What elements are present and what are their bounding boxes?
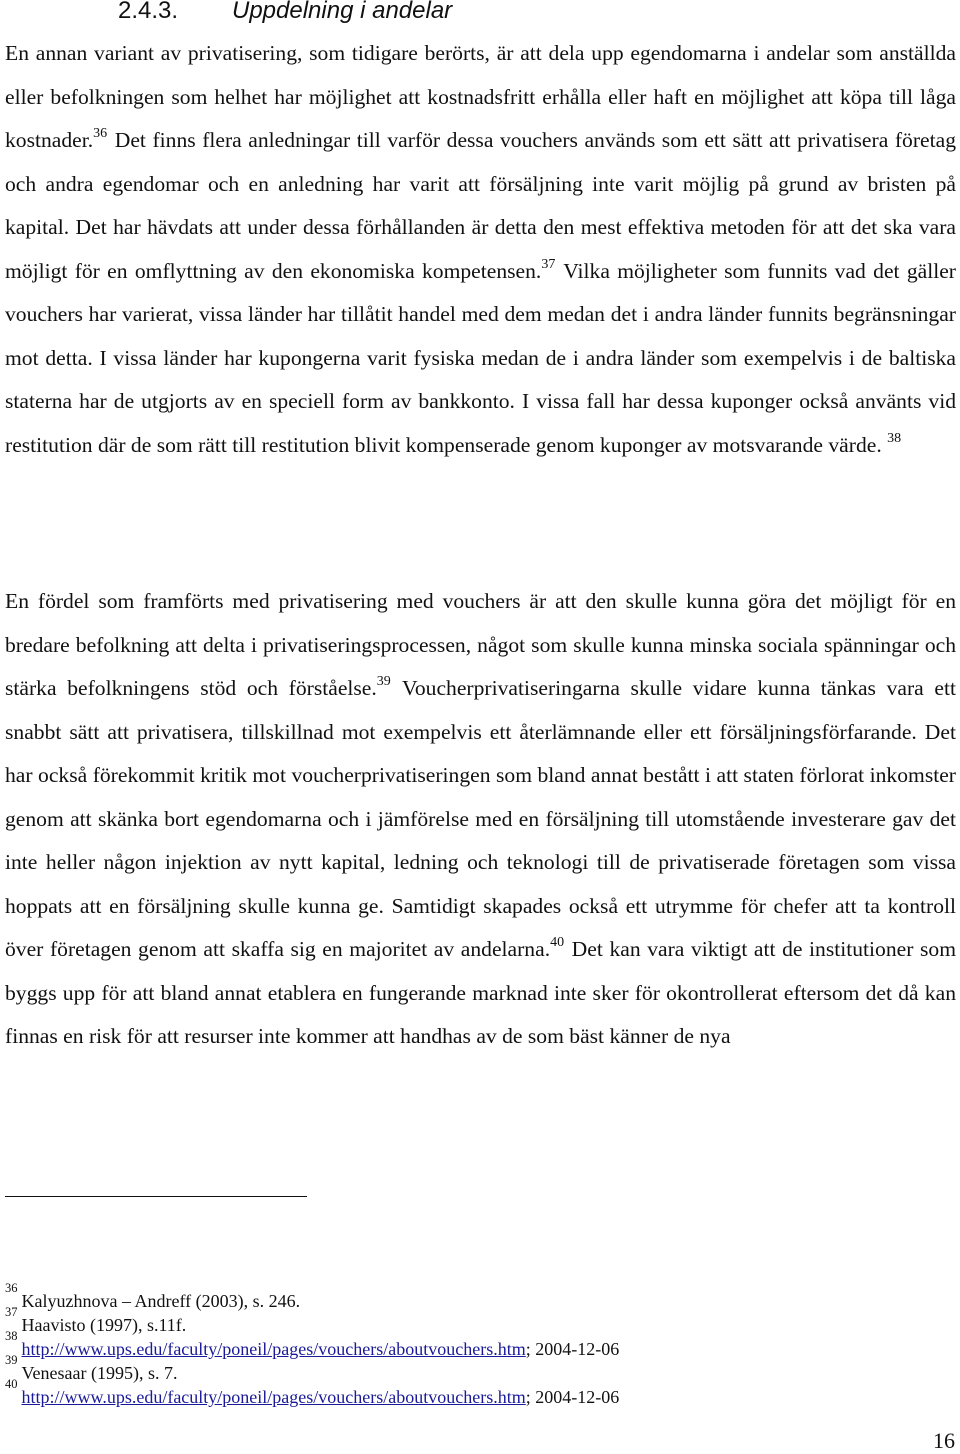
paragraph-text: En fördel som framförts med privatisering med vouchers är att den skulle kunna göra det möjligt för en bredare befolkning att delta i privatiseringsprocessen, något som skulle kunna minska sociala spänningar och stärka befolkningens stöd och förståelse. <box>5 589 956 700</box>
footnote-40 <box>5 1377 945 1407</box>
paragraph-text: Vilka möjligheter som funnits vad det gäller vouchers har varierat, vissa länder har tillåtit handel med dem medan det i andra länder funnits begränsningar mot detta. I vissa länder har kupongerna varit fysiska medan de i andra länder som exempelvis i de baltiska staterna har de utgjorts av en speciell form av bankkonto. I vissa fall har dessa kuponger också använts vid restitution där de som rätt till restitution blivit kompenserade genom kuponger av motsvarande värde. <box>5 258 956 457</box>
footnote-number: 40 <box>5 1377 18 1391</box>
footnote-reference: 36 <box>93 126 108 141</box>
section-title: Uppdelning i andelar <box>232 0 453 24</box>
footnote-reference: 38 <box>887 430 902 446</box>
footnote-36 <box>5 1281 945 1311</box>
footnote-38 <box>5 1329 945 1359</box>
footnote-separator <box>5 1196 307 1197</box>
footnote-number: 39 <box>5 1353 18 1367</box>
page-number: 16 <box>933 1428 955 1453</box>
section-number: 2.4.3. <box>118 0 179 24</box>
footnote-number: 36 <box>5 1281 18 1295</box>
footnote-37 <box>5 1305 945 1335</box>
footnote-link[interactable]: http://www.ups.edu/faculty/poneil/pages/vouchers/aboutvouchers.htm <box>21 1339 526 1359</box>
footnote-date: ; 2004-12-06 <box>525 1339 620 1359</box>
body-paragraph-2 <box>5 580 956 1059</box>
footnote-text: Haavisto (1997), s.11f. <box>21 1315 187 1335</box>
footnote-link[interactable]: http://www.ups.edu/faculty/poneil/pages/vouchers/aboutvouchers.htm <box>21 1387 526 1407</box>
footnote-39 <box>5 1353 945 1383</box>
footnote-text: Kalyuzhnova – Andreff (2003), s. 246. <box>21 1291 301 1311</box>
footnote-reference: 37 <box>541 256 556 272</box>
footnote-date: ; 2004-12-06 <box>525 1387 620 1407</box>
footnote-number: 38 <box>5 1329 18 1343</box>
paragraph-text: Voucherprivatiseringarna skulle vidare kunna tänkas vara ett snabbt sätt att privatisera, tillskillnad mot exempelvis ett återlämnande eller ett försäljningsförfarande. Det har också förekommit kritik mot voucherprivatiseringen som bland annat bestått i att staten förlorat inkomster genom att skänka bort egendomarna och i jämförelse med en försäljning till utomstående investerare gav det inte heller någon injektion av nytt kapital, ledning och teknologi till de privatiserade företagen som vissa hoppats att en försäljning skulle kunna ge. Samtidigt skapades också ett utrymme för chefer att ta kontroll över företagen genom att skaffa sig en majoritet av andelarna. <box>5 676 956 961</box>
footnote-list <box>5 1281 945 1407</box>
section-heading <box>118 0 452 28</box>
footnote-text: Venesaar (1995), s. 7. <box>21 1363 178 1383</box>
footnote-reference: 40 <box>550 935 565 950</box>
body-paragraph-1 <box>5 32 956 467</box>
paragraph-text: Det kan vara viktigt att de institutioner som byggs upp för att bland annat etablera en fungerande marknad inte sker för okontrollerat eftersom det då kan finnas en risk för att resurser inte kommer att handhas av de som bäst känner de nya <box>5 937 956 1048</box>
footnote-reference: 39 <box>376 674 391 689</box>
footnote-number: 37 <box>5 1305 18 1319</box>
paragraph-text: Det finns flera anledningar till varför dessa vouchers används som ett sätt att privatisera företag och andra egendomar och en anledning har varit att försäljning inte varit möjlig på grund av bristen på kapital. Det har hävdats att under dessa förhållanden är detta den mest effektiva metoden för att det ska vara möjligt för en omflyttning av den ekonomiska kompetensen. <box>5 128 956 283</box>
paragraph-text: En annan variant av privatisering, som tidigare berörts, är att dela upp egendomarna i andelar som anställda eller befolkningen som helhet har möjlighet att kostnadsfritt erhålla eller haft en möjlighet att köpa till låga kostnader. <box>5 41 956 152</box>
